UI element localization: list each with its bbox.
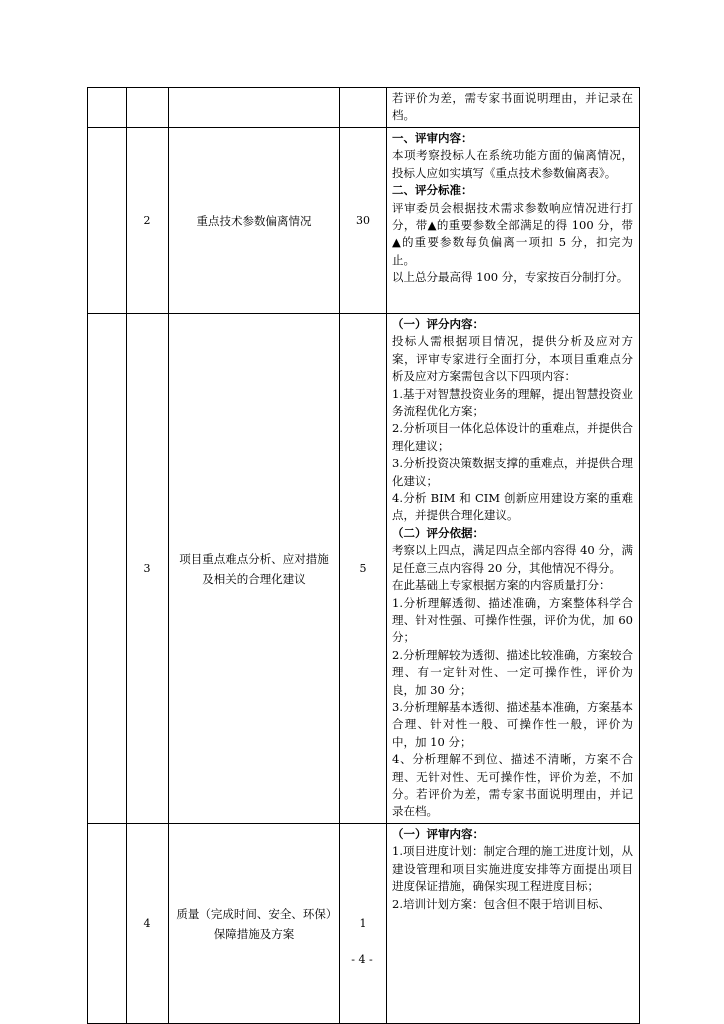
criteria-text: 投标人需根据项目情况，提供分析及应对方案，评审专家进行全面打分，本项目重难点分析及应对方案需包含以下四项内容：	[392, 334, 633, 384]
evaluation-item-cell	[169, 88, 340, 127]
table-row	[88, 824, 639, 1023]
table-body	[88, 88, 639, 1023]
score-cell: 1	[340, 824, 387, 1023]
criteria-cell	[387, 128, 637, 313]
category-cell	[88, 88, 126, 127]
score-cell: 5	[340, 314, 387, 823]
evaluation-item-cell: 质量（完成时间、安全、环保）保障措施及方案	[169, 824, 340, 1023]
criteria-cell	[387, 824, 637, 1023]
criteria-text: 1.分析理解透彻、描述准确，方案整体科学合理、针对性强、可操作性强，评价为优，加 60 分；	[392, 595, 633, 645]
item-number-cell: 3	[126, 314, 169, 823]
criteria-cell	[387, 88, 637, 127]
criteria-text: 2.培训计划方案：包含但不限于培训目标、	[392, 896, 610, 911]
criteria-heading: （一）评分内容：	[392, 317, 484, 331]
score-cell	[340, 88, 387, 127]
page-number: - 4 -	[351, 953, 373, 966]
criteria-text: 2.分析项目一体化总体设计的重难点，并提供合理化建议；	[392, 421, 633, 453]
criteria-text: 本项考察投标人在系统功能方面的偏离情况，投标人应如实填写《重点技术参数偏离表》。	[392, 148, 633, 180]
score-cell: 30	[340, 128, 387, 313]
criteria-text: 1.基于对智慧投资业务的理解，提出智慧投资业务流程优化方案；	[392, 386, 633, 419]
item-number-cell: 4	[126, 824, 169, 1023]
criteria-text: 考察以上四点，满足四点全部内容得 40 分，满足任意三点内容得 20 分，其他情况不得分。	[392, 543, 633, 575]
criteria-heading: 二、评分标准：	[392, 183, 473, 198]
item-number-cell	[126, 88, 169, 127]
criteria-cell	[387, 314, 637, 823]
criteria-heading: （一）评审内容：	[392, 827, 484, 841]
table-row	[88, 128, 639, 314]
item-number-cell: 2	[126, 128, 169, 313]
table-row	[88, 88, 639, 128]
criteria-text: 3.分析投资决策数据支撑的重难点，并提供合理化建议；	[392, 456, 633, 488]
criteria-text: 若评价为差，需专家书面说明理由，并记录在档。	[392, 91, 633, 123]
scoring-table	[87, 87, 640, 1024]
evaluation-item-cell: 重点技术参数偏离情况	[169, 128, 340, 313]
criteria-text: 在此基础上专家根据方案的内容质量打分：	[392, 578, 611, 593]
criteria-text: 4、分析理解不到位、描述不清晰，方案不合理、无针对性、无可操作性，评价为差，不加分。若评价为差，需专家书面说明理由，并记录在档。	[392, 752, 633, 819]
criteria-text: 3.分析理解基本透彻、描述基本准确，方案基本合理、针对性一般、可操作性一般，评价为中，加 10 分；	[392, 699, 633, 749]
criteria-text: 1.项目进度计划：制定合理的施工进度计划，从建设管理和项目实施进度安排等方面提出项目进度保证措施，确保实现工程进度目标；	[392, 844, 633, 894]
evaluation-item-cell: 项目重点难点分析、应对措施及相关的合理化建议	[169, 314, 340, 823]
category-cell	[88, 824, 126, 1023]
category-cell	[88, 314, 126, 823]
criteria-text: 2.分析理解较为透彻、描述比较准确，方案较合理、有一定针对性、一定可操作性，评价为良，加 30 分；	[392, 647, 633, 697]
criteria-heading: 一、评审内容：	[392, 131, 473, 145]
table-row	[88, 314, 639, 824]
criteria-text: 评审委员会根据技术需求参数响应情况进行打分，带▲的重要参数全部满足的得 100 分，带▲的重要参数每负偏离一项扣 5 分，扣完为止。	[392, 200, 633, 267]
category-cell	[88, 128, 126, 313]
criteria-text: 以上总分最高得 100 分，专家按百分制打分。	[392, 270, 629, 285]
criteria-heading: （二）评分依据：	[392, 525, 484, 540]
criteria-text: 4.分析 BIM 和 CIM 创新应用建设方案的重难点，并提供合理化建议。	[392, 491, 633, 523]
